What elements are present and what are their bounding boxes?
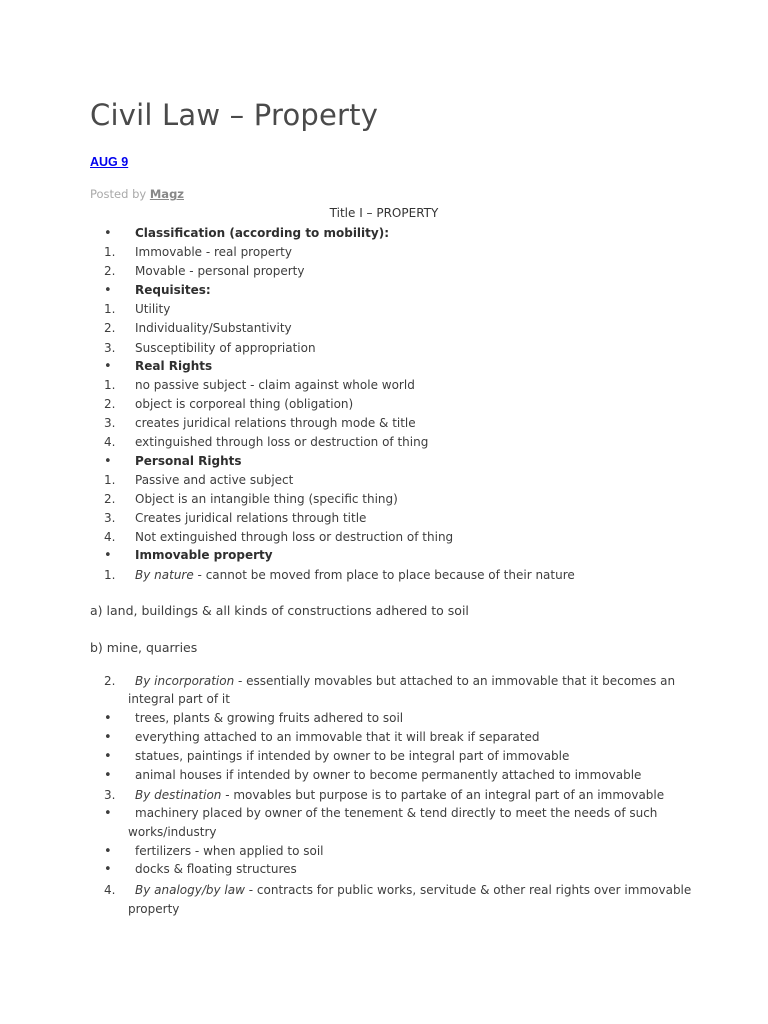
outline-item-text <box>135 357 212 376</box>
outline-item <box>0 528 768 547</box>
outline-item <box>0 566 768 585</box>
outline-item-text <box>135 546 273 565</box>
example-paragraph: b) mine, quarries <box>90 640 198 655</box>
outline-item-body: extinguished through loss or destruction of thing <box>135 435 429 449</box>
outline-item <box>0 860 768 879</box>
outline-item-text <box>128 823 217 842</box>
post-title: Civil Law – Property <box>90 98 379 132</box>
outline-item-body: Creates juridical relations through title <box>135 511 367 525</box>
outline-item-body: Immovable - real property <box>135 245 292 259</box>
outline-item-text <box>135 414 416 433</box>
bullet-marker: • <box>104 711 112 726</box>
outline-item <box>0 509 768 528</box>
outline-item <box>0 804 768 823</box>
bullet-marker: • <box>104 226 112 241</box>
outline-item-text <box>135 262 304 281</box>
outline-item <box>0 395 768 414</box>
outline-item <box>0 823 768 842</box>
outline-item-text <box>135 509 366 528</box>
bullet-marker: • <box>104 862 112 877</box>
bullet-marker: • <box>104 548 112 563</box>
outline-item-text <box>135 452 242 471</box>
outline-item-body: Requisites: <box>135 283 211 297</box>
outline-item <box>0 471 768 490</box>
outline-item <box>0 842 768 861</box>
outline-item-text <box>135 786 664 805</box>
number-marker: 1. <box>104 302 116 316</box>
emphasis-term: By nature <box>135 568 194 582</box>
outline-item-text <box>135 804 657 823</box>
bullet-marker: • <box>104 749 112 764</box>
outline-item-body: - movables but purpose is to partake of an integral part of an immovable <box>221 788 665 802</box>
outline-item-body: Real Rights <box>135 359 213 373</box>
number-marker: 2. <box>104 674 116 688</box>
outline-item-text <box>135 860 297 879</box>
outline-item-text <box>135 747 569 766</box>
number-marker: 4. <box>104 883 116 897</box>
bullet-marker: • <box>104 283 112 298</box>
outline-item-body: works/industry <box>128 825 217 839</box>
number-marker: 4. <box>104 435 116 449</box>
outline-item-text <box>135 672 675 691</box>
outline-item-text <box>135 281 211 300</box>
emphasis-term: By analogy/by law <box>135 883 245 897</box>
emphasis-term: By incorporation <box>135 674 235 688</box>
number-marker: 2. <box>104 492 116 506</box>
outline-item-text <box>135 566 575 585</box>
number-marker: 3. <box>104 788 116 802</box>
outline-item-body: integral part of it <box>128 692 230 706</box>
outline-item-body: no passive subject - claim against whole world <box>135 378 415 392</box>
outline-item <box>0 672 768 691</box>
number-marker: 3. <box>104 416 116 430</box>
outline-item <box>0 747 768 766</box>
outline-heading <box>0 281 768 300</box>
bullet-marker: • <box>104 454 112 469</box>
outline-item-body: animal houses if intended by owner to become permanently attached to immovable <box>135 768 642 782</box>
outline-item-text <box>135 224 389 243</box>
outline-item-text <box>135 842 324 861</box>
outline-item-body: trees, plants & growing fruits adhered to soil <box>135 711 404 725</box>
number-marker: 1. <box>104 473 116 487</box>
bullet-marker: • <box>104 768 112 783</box>
outline-item-body: property <box>128 902 180 916</box>
outline-item-text <box>135 471 293 490</box>
posted-by-prefix: Posted by <box>90 187 150 201</box>
outline-heading <box>0 357 768 376</box>
outline-item-text <box>135 433 428 452</box>
author-link[interactable]: Magz <box>149 187 184 201</box>
outline-item <box>0 339 768 358</box>
outline-item-text <box>128 690 230 709</box>
outline-item-text <box>135 319 292 338</box>
outline-heading <box>0 452 768 471</box>
number-marker: 2. <box>104 397 116 411</box>
outline-item-text <box>135 881 691 900</box>
outline-item-body: docks & floating structures <box>135 862 297 876</box>
outline-item <box>0 376 768 395</box>
outline-item-body: fertilizers - when applied to soil <box>135 844 324 858</box>
outline-item-text <box>135 395 353 414</box>
document-heading <box>0 206 768 220</box>
number-marker: 3. <box>104 511 116 525</box>
outline-item-body: statues, paintings if intended by owner to be integral part of immovable <box>135 749 570 763</box>
outline-item <box>0 690 768 709</box>
outline-item-body: Personal Rights <box>135 454 242 468</box>
outline-item-text <box>135 766 641 785</box>
outline-item-text <box>135 528 453 547</box>
outline-item <box>0 766 768 785</box>
bullet-marker: • <box>104 359 112 374</box>
example-paragraph: a) land, buildings & all kinds of constructions adhered to soil <box>90 603 469 618</box>
number-marker: 3. <box>104 341 116 355</box>
outline-item-body: Not extinguished through loss or destruction of thing <box>135 530 454 544</box>
outline-item <box>0 319 768 338</box>
outline-heading <box>0 546 768 565</box>
outline-item-body: Movable - personal property <box>135 264 305 278</box>
outline-item <box>0 786 768 805</box>
number-marker: 2. <box>104 321 116 335</box>
outline-item <box>0 709 768 728</box>
number-marker: 4. <box>104 530 116 544</box>
outline-item <box>0 490 768 509</box>
outline-item-text <box>135 728 539 747</box>
outline-item <box>0 300 768 319</box>
outline-item-body: Utility <box>135 302 171 316</box>
outline-item-body: everything attached to an immovable that it will break if separated <box>135 730 540 744</box>
outline-item <box>0 414 768 433</box>
bullet-marker: • <box>104 730 112 745</box>
document-heading-text: Title I – PROPERTY <box>329 206 439 220</box>
bullet-marker: • <box>104 806 112 821</box>
outline-item <box>0 433 768 452</box>
outline-item-body: Immovable property <box>135 548 273 562</box>
outline-item-body: machinery placed by owner of the tenement & tend directly to meet the needs of such <box>135 806 658 820</box>
outline-item-body: - essentially movables but attached to an immovable that it becomes an <box>234 674 676 688</box>
outline-item-text <box>128 900 179 919</box>
outline-item-body: - cannot be moved from place to place because of their nature <box>193 568 575 582</box>
outline-item-text <box>135 376 415 395</box>
outline-item-text <box>135 709 403 728</box>
outline-item-body: - contracts for public works, servitude & other real rights over immovable <box>244 883 692 897</box>
outline-item <box>0 243 768 262</box>
number-marker: 2. <box>104 264 116 278</box>
outline-item <box>0 728 768 747</box>
outline-item <box>0 881 768 900</box>
outline-item-body: Susceptibility of appropriation <box>135 341 316 355</box>
number-marker: 1. <box>104 378 116 392</box>
outline-item-text <box>135 339 316 358</box>
outline-item-body: Passive and active subject <box>135 473 294 487</box>
outline-item-body: Object is an intangible thing (specific thing) <box>135 492 398 506</box>
outline-item-body: Individuality/Substantivity <box>135 321 292 335</box>
outline-item <box>0 900 768 919</box>
outline-item-body: creates juridical relations through mode & title <box>135 416 416 430</box>
posted-by <box>90 187 184 201</box>
outline-heading <box>0 224 768 243</box>
outline-item-text <box>135 300 170 319</box>
outline-item-text <box>135 490 398 509</box>
post-date-link[interactable]: AUG 9 <box>90 155 129 169</box>
outline-item-body: object is corporeal thing (obligation) <box>135 397 354 411</box>
outline-item <box>0 262 768 281</box>
emphasis-term: By destination <box>135 788 222 802</box>
bullet-marker: • <box>104 844 112 859</box>
outline-item-body: Classification (according to mobility): <box>135 226 389 240</box>
number-marker: 1. <box>104 568 116 582</box>
number-marker: 1. <box>104 245 116 259</box>
outline-item-text <box>135 243 292 262</box>
